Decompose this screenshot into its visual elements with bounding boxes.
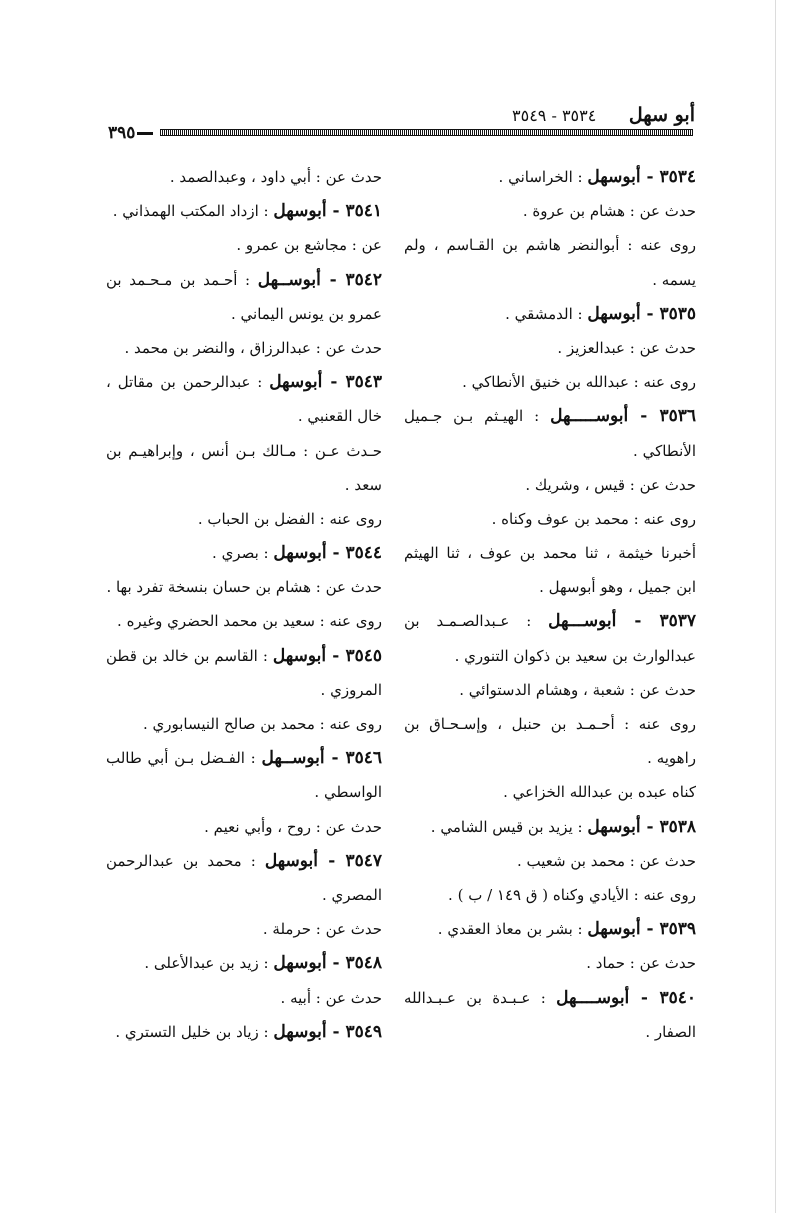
entry-number: ٣٥٤٦ -: [324, 748, 382, 769]
text-line: [404, 502, 696, 536]
line-text: : الخراساني .: [498, 168, 588, 186]
entry-heading-line: [106, 263, 382, 297]
line-text: روى عنه : أحـمـد بن حنبل ، وإسـحـاق بن: [404, 715, 696, 733]
line-text: الواسطي .: [314, 783, 382, 802]
text-line: [404, 331, 696, 365]
line-text: حدث عن : أبيه .: [280, 988, 382, 1007]
line-text: عبدالوارث بن سعيد بن ذكوان التنوري .: [454, 646, 696, 665]
text-line: [404, 639, 696, 673]
text-line: [106, 228, 382, 262]
text-line: [106, 673, 382, 707]
entry-number: ٣٥٤٩ -: [326, 1021, 382, 1042]
entry-heading-line: [106, 844, 382, 878]
line-text: سعد .: [344, 475, 382, 494]
text-line: [106, 399, 382, 433]
entry-number: ٣٥٤٢ -: [320, 269, 382, 290]
line-text: عمرو بن يونس اليماني .: [231, 304, 382, 323]
text-line: [404, 570, 696, 604]
text-line: [404, 946, 696, 980]
line-text: حدث عن : هشام بن حسان بنسخة تفرد بها .: [106, 578, 382, 597]
line-text: حـدث عـن : مـالك بـن أنس ، وإبراهيـم بن: [106, 441, 382, 460]
text-line: [106, 707, 382, 741]
line-text: حدث عن : حرملة .: [262, 920, 382, 939]
entry-kunya: أبوسهل: [264, 850, 319, 871]
entry-kunya: أبوسهل: [273, 1021, 327, 1042]
text-line: [404, 536, 696, 570]
entry-heading-line: [106, 741, 382, 775]
entry-heading-line: [404, 810, 696, 844]
entry-number: ٣٥٤٥ -: [326, 645, 382, 666]
line-text: الأنطاكي .: [633, 441, 696, 460]
text-line: [106, 434, 382, 468]
line-text: روى عنه : الفضل بن الحباب .: [197, 509, 382, 528]
line-text: كناه عبده بن عبدالله الخزاعي .: [503, 783, 696, 802]
entry-kunya: أبوسهل: [269, 372, 323, 393]
entry-kunya: أبوسهل: [273, 543, 327, 564]
text-line: [106, 160, 382, 194]
line-text: حدث عن : عبدالرزاق ، والنضر بن محمد .: [124, 338, 382, 357]
line-text: : يزيد بن قيس الشامي .: [430, 817, 588, 836]
entry-heading-line: [404, 399, 696, 433]
line-text: روى عنه : أبوالنضر هاشم بن القـاسم ، ولم: [404, 236, 696, 255]
line-text: عن : مجاشع بن عمرو .: [236, 236, 382, 255]
text-line: [106, 570, 382, 604]
text-line: [106, 878, 382, 912]
entry-number: ٣٥٤٨ -: [326, 953, 382, 974]
text-line: [404, 365, 696, 399]
line-text: روى عنه : عبدالله بن خنيق الأنطاكي .: [462, 373, 696, 392]
text-line: [404, 844, 696, 878]
entry-heading-line: [106, 946, 382, 980]
entry-number: ٣٥٤٣ -: [322, 372, 382, 393]
entry-kunya: أبوســهل: [257, 269, 321, 290]
text-line: [404, 228, 696, 262]
entry-number: ٣٥٤٧ -: [318, 850, 382, 871]
line-text: خال القعنبي .: [297, 407, 382, 426]
line-text: : عـبـدة بن عـبـدالله: [404, 988, 557, 1007]
text-line: [106, 502, 382, 536]
text-line: [404, 194, 696, 228]
entry-kunya: أبوسهل: [273, 201, 327, 222]
entry-heading-line: [404, 912, 696, 946]
line-text: روى عنه : محمد بن صالح النيسابوري .: [142, 715, 382, 733]
line-text: راهويه .: [647, 749, 696, 768]
running-header-entry-range: ٣٥٣٤ - ٣٥٤٩: [512, 106, 597, 125]
line-text: حدث عن : محمد بن شعيب .: [517, 851, 696, 870]
text-line: [404, 263, 696, 297]
line-text: الصفار .: [645, 1022, 696, 1041]
line-text: : عـبدالصـمـد بن: [404, 612, 549, 631]
page-number: ٣٩٥: [104, 123, 157, 143]
entry-kunya: أبوســـهل: [548, 611, 617, 632]
line-text: حدث عن : هشام بن عروة .: [522, 202, 696, 221]
line-text: : الفـضل بـن أبي طالب: [106, 749, 262, 768]
text-line: [404, 1015, 696, 1049]
entry-kunya: أبوســــهل: [556, 987, 630, 1008]
entry-number: ٣٥٣٦ -: [628, 406, 696, 427]
entry-number: ٣٥٣٤ -: [640, 167, 696, 187]
line-text: يسمه .: [652, 270, 696, 289]
entry-heading-line: [106, 536, 382, 570]
line-text: : الدمشقي .: [505, 304, 588, 323]
entry-number: ٣٥٣٧ -: [616, 611, 696, 632]
text-line: [106, 297, 382, 331]
text-line: [404, 434, 696, 468]
page-edge-line: [775, 0, 776, 1213]
line-text: : بصري .: [212, 544, 274, 563]
text-line: [106, 810, 382, 844]
text-line: [404, 707, 696, 741]
text-column-right: [404, 160, 696, 1049]
entry-number: ٣٥٤٠ -: [629, 987, 696, 1008]
text-line: [404, 468, 696, 502]
line-text: : زياد بن خليل التستري .: [115, 1022, 274, 1041]
line-text: المروزي .: [320, 680, 382, 699]
line-text: روى عنه : الأيادي وكناه ( ق ١٤٩ / ب ) .: [448, 885, 696, 904]
entry-heading-line: [404, 604, 696, 638]
entry-number: ٣٥٣٨ -: [640, 816, 696, 837]
entry-heading-line: [106, 639, 382, 673]
entry-kunya: أبوسهل: [587, 919, 641, 940]
line-text: : ازداد المكتب الهمذاني .: [112, 202, 274, 221]
line-text: : الهيـثم بـن جـميل: [404, 407, 551, 426]
line-text: أخبرنا خيثمة ، ثنا محمد بن عوف ، ثنا الهيثم: [404, 544, 696, 563]
entry-kunya: أبوســهل: [261, 748, 325, 769]
entry-heading-line: [106, 1015, 382, 1049]
entry-kunya: أبوسهل: [587, 167, 641, 187]
entry-kunya: أبوسهل: [272, 645, 327, 666]
entry-number: ٣٥٣٥ -: [640, 303, 696, 324]
text-line: [404, 741, 696, 775]
line-text: : محمد بن عبدالرحمن: [106, 851, 265, 870]
line-text: ابن جميل ، وهو أبوسهل .: [539, 578, 696, 597]
text-column-left: [106, 160, 382, 1049]
header-rule: [160, 129, 693, 136]
running-header-title: أبو سهل: [628, 104, 695, 126]
entry-heading-line: [404, 160, 696, 194]
line-text: : عبدالرحمن بن مقاتل ،: [106, 373, 270, 392]
entry-number: ٣٥٤١ -: [326, 201, 382, 222]
entry-kunya: أبوسهل: [587, 816, 641, 837]
line-text: : زيد بن عبدالأعلى .: [144, 954, 274, 973]
line-text: روى عنه : سعيد بن محمد الحضري وغيره .: [117, 612, 382, 631]
text-line: [106, 775, 382, 809]
line-text: حدث عن : عبدالعزيز .: [557, 338, 696, 357]
line-text: حدث عن : أبي داود ، وعبدالصمد .: [169, 168, 382, 186]
entry-number: ٣٥٣٩ -: [640, 919, 696, 940]
line-text: حدث عن : روح ، وأبي نعيم .: [204, 817, 382, 836]
entry-heading-line: [404, 981, 696, 1015]
text-line: [404, 878, 696, 912]
text-line: [106, 604, 382, 638]
line-text: : بشر بن معاذ العقدي .: [437, 920, 588, 939]
text-line: [106, 981, 382, 1015]
line-text: حدث عن : شعبة ، وهشام الدستوائي .: [459, 680, 696, 699]
entry-heading-line: [106, 365, 382, 399]
line-text: المصري .: [322, 885, 382, 904]
text-line: [106, 331, 382, 365]
entry-kunya: أبوسهل: [273, 953, 327, 974]
entry-kunya: أبوســـــهل: [550, 406, 629, 427]
text-line: [106, 912, 382, 946]
entry-heading-line: [404, 297, 696, 331]
text-line: [404, 673, 696, 707]
entry-heading-line: [106, 194, 382, 228]
entry-number: ٣٥٤٤ -: [326, 543, 382, 564]
line-text: روى عنه : محمد بن عوف وكناه .: [491, 509, 696, 528]
line-text: : أحـمد بن مـحـمد بن: [106, 270, 258, 289]
entry-kunya: أبوسهل: [587, 303, 641, 324]
text-line: [404, 775, 696, 809]
text-line: [106, 468, 382, 502]
line-text: حدث عن : قيس ، وشريك .: [525, 475, 696, 494]
line-text: : القاسم بن خالد بن قطن: [106, 646, 273, 665]
line-text: حدث عن : حماد .: [586, 954, 696, 973]
